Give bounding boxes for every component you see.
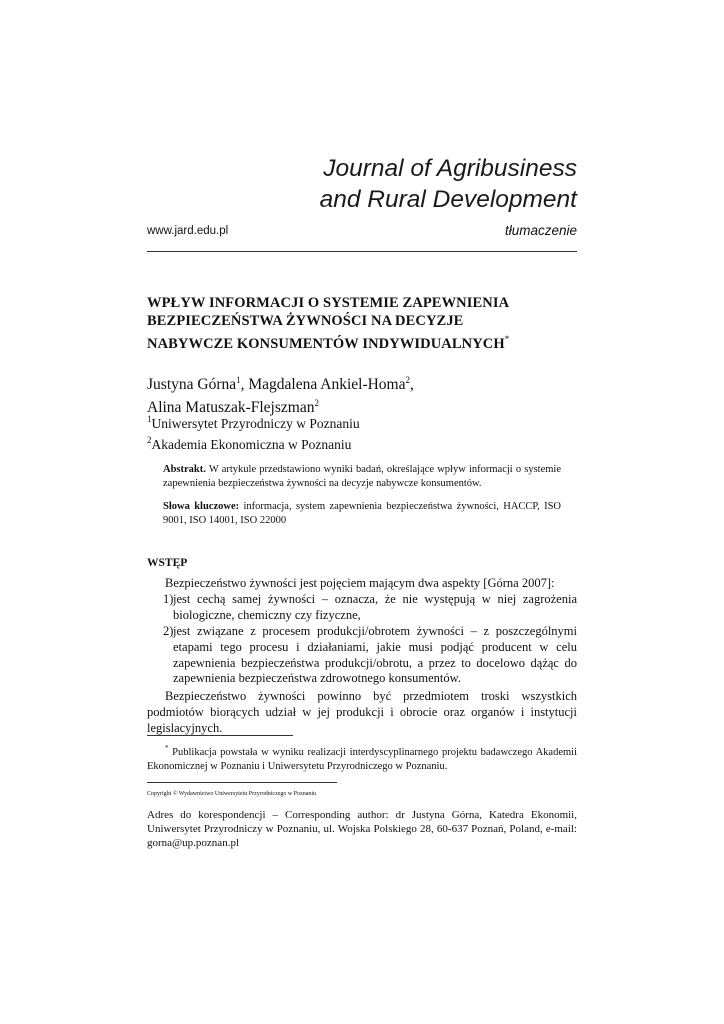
body-paragraph: Bezpieczeństwo żywności powinno być przedmiotem troski wszystkich podmiotów biorących udział w jej produkcji i obrocie oraz organów i instytucji legislacyjnych.: [147, 689, 577, 736]
intro-paragraph: Bezpieczeństwo żywności jest pojęciem mającym dwa aspekty [Górna 2007]:: [165, 576, 555, 590]
journal-title-line1: Journal of Agribusiness: [323, 155, 577, 182]
aspect-list: [147, 592, 577, 687]
affiliation-item: [147, 411, 577, 432]
list-number: 2): [163, 623, 174, 638]
copyright-divider: [147, 782, 337, 783]
title-line1: WPŁYW INFORMACJI O SYSTEMIE ZAPEWNIENIA: [147, 295, 510, 311]
author-name: Justyna Górna: [147, 376, 237, 393]
header-divider: [147, 251, 577, 252]
affiliation-text: Akademia Ekonomiczna w Poznaniu: [151, 437, 352, 452]
list-text: jest związane z procesem produkcji/obrotem żywności – z poszczególnymi etapami tego procesu i działaniami, jakie musi podjąć producent w celu zapewnienia bezpieczeństwa produkcji/obrotu, a przez to docelowo dążąc do zapewnienia bezpieczeństwa zdrowotnego konsumentów.: [173, 623, 577, 686]
affiliation-mark: 1: [147, 414, 152, 424]
abstract-text: W artykule przedstawiono wyniki badań, określające wpływ informacji o systemie zapewnienia bezpieczeństwa żywności na decyzje nabywcze konsumentów.: [163, 464, 561, 489]
journal-website: www.jard.edu.pl: [147, 225, 229, 237]
affiliations: [147, 411, 577, 453]
keywords: [163, 500, 561, 528]
footnote: [147, 741, 577, 774]
list-item: [147, 592, 577, 624]
footnote-text: Publikacja powstała w wyniku realizacji interdyscyplinarnego projektu badawczego Akademii Ekonomicznej w Poznaniu i Uniwersytetu Przyrodniczego w Poznaniu.: [147, 747, 577, 772]
affiliation-text: Uniwersytet Przyrodniczy w Poznaniu: [151, 416, 360, 431]
affiliation-mark: 2: [147, 435, 152, 445]
author-affil-mark: 2: [314, 398, 319, 408]
footnote-divider: [147, 735, 293, 736]
author-affil-mark: 1: [236, 375, 241, 385]
list-text: jest cechą samej żywności – oznacza, że nie występują w niej zagrożenia biologiczne, chemiczny czy fizyczne,: [173, 591, 577, 622]
abstract-label: Abstrakt.: [163, 464, 206, 475]
translation-tag: tłumaczenie: [504, 223, 577, 238]
journal-title: [320, 153, 577, 215]
title-footnote-mark: *: [504, 334, 510, 344]
section-body: [147, 576, 577, 737]
author-separator: ,: [240, 376, 249, 393]
title-line3-text: NABYWCZE KONSUMENTÓW INDYWIDUALNYCH: [147, 336, 505, 352]
abstract: [163, 463, 561, 491]
title-line3: [147, 330, 577, 353]
authors-line1: [147, 371, 577, 394]
footnote-mark: *: [165, 744, 169, 752]
author-affil-mark: 2: [405, 375, 410, 385]
author-separator: ,: [409, 376, 414, 393]
affiliation-item: [147, 432, 577, 453]
journal-title-line2: and Rural Development: [319, 186, 577, 213]
copyright-notice: Copyright © Wydawnictwo Uniwersytetu Przyrodniczego w Poznaniu: [147, 791, 317, 797]
list-number: 1): [163, 591, 174, 606]
keywords-text: informacja, system zapewnienia bezpieczeństwa żywności, HACCP, ISO 9001, ISO 14001, ISO 22000: [163, 501, 561, 526]
correspondence-address: Adres do korespondencji – Corresponding author: dr Justyna Górna, Katedra Ekonomii, Uniwersytet Przyrodniczy w Poznaniu, ul. Wojska Polskiego 28, 60-637 Poznań, Poland, e-mail: gorna@up.poznan.pl: [147, 809, 577, 849]
abstract-block: [163, 463, 561, 537]
section-heading: WSTĘP: [147, 557, 188, 569]
author-name: Magdalena Ankiel-Homa: [248, 376, 406, 393]
author-name: Alina Matuszak-Flejszman: [147, 399, 315, 416]
keywords-label: Słowa kluczowe:: [163, 501, 240, 512]
article-title: [147, 294, 577, 353]
title-line2: BEZPIECZEŃSTWA ŻYWNOŚCI NA DECYZJE: [147, 313, 464, 329]
list-item: [147, 624, 577, 688]
